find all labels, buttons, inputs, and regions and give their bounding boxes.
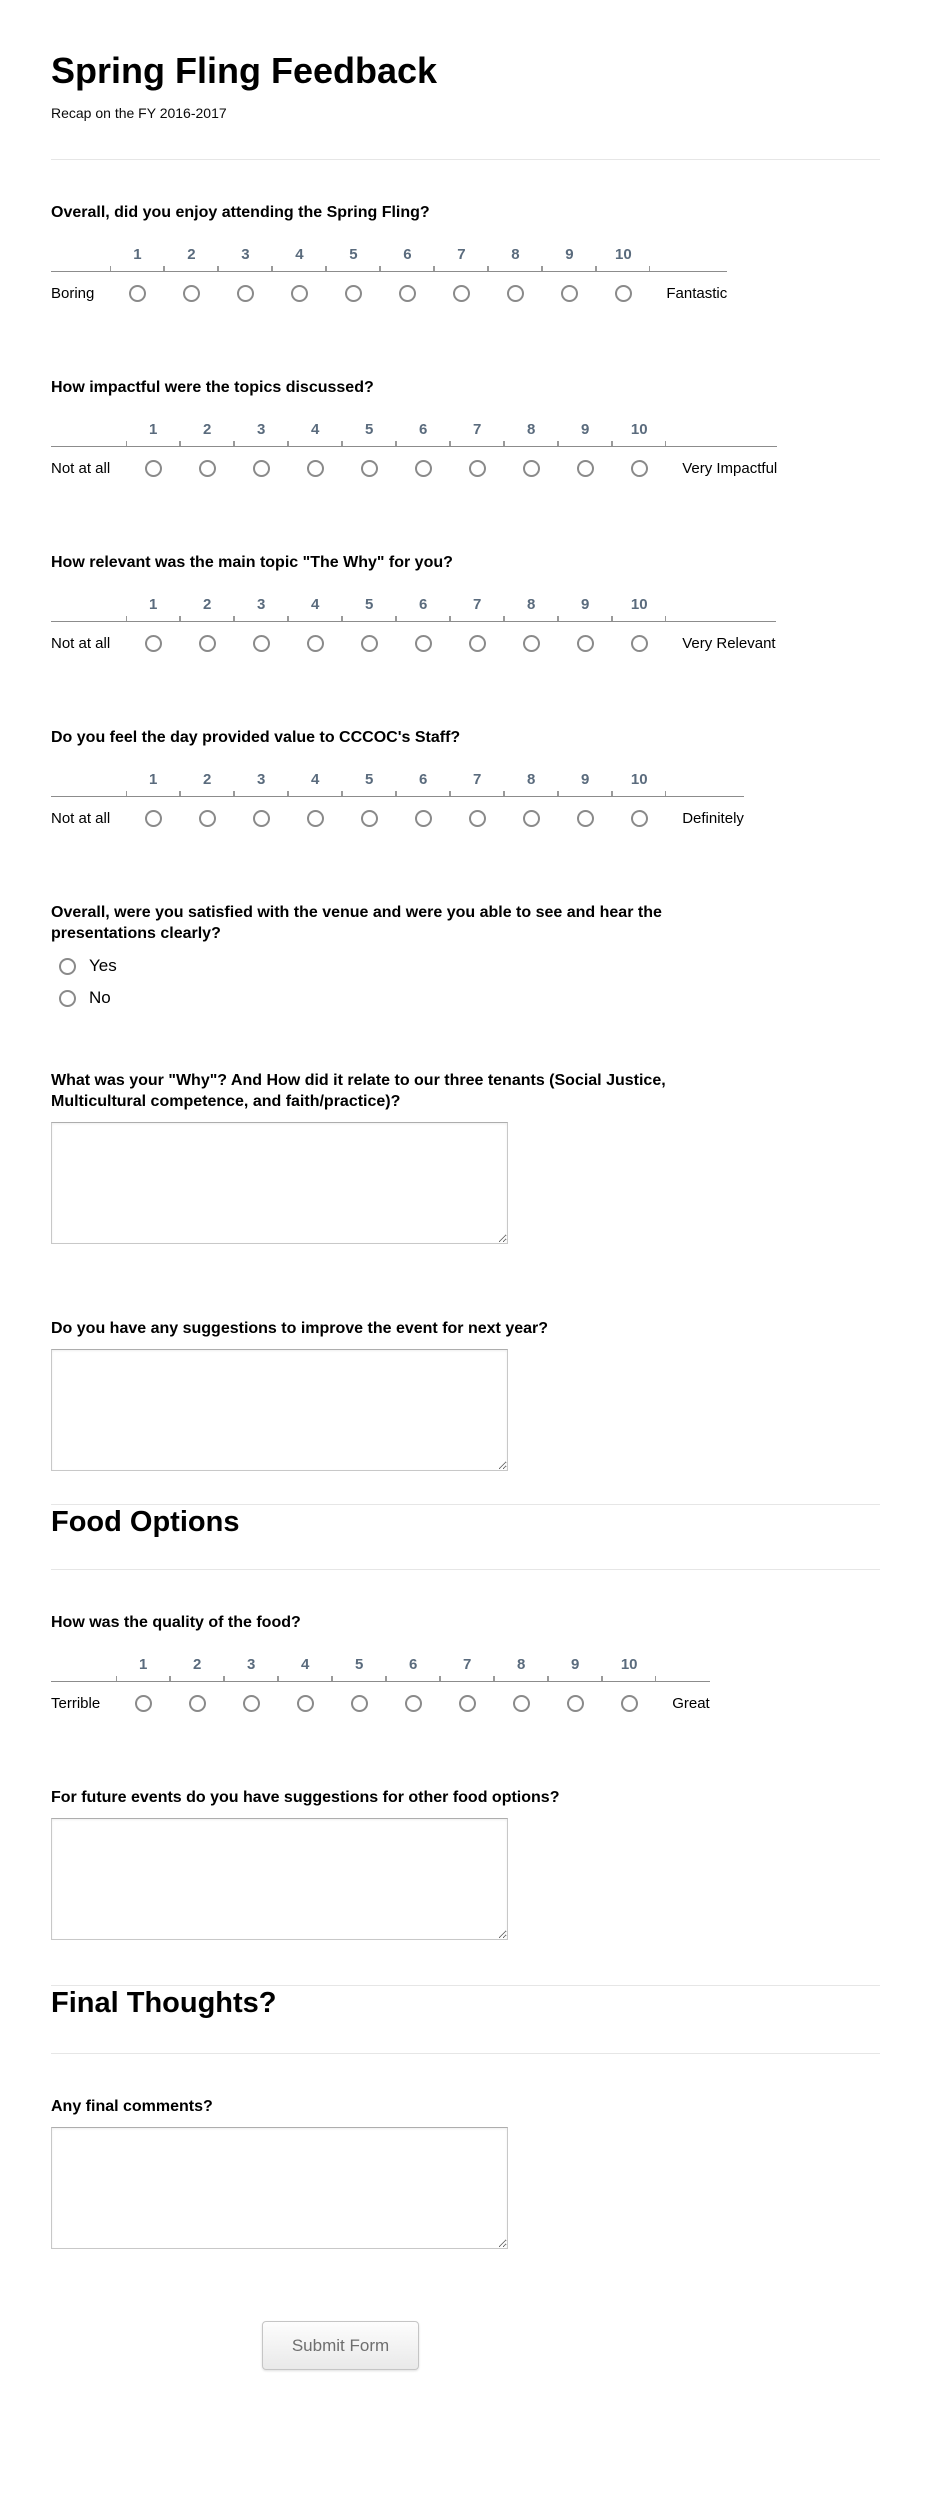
scale-number: 4 xyxy=(288,770,342,797)
question-value-to-staff xyxy=(51,727,880,828)
scale-widget xyxy=(51,420,777,478)
question-label: How impactful were the topics discussed? xyxy=(51,379,374,396)
submit-button[interactable]: Submit Form xyxy=(262,2321,419,2370)
question-label: Do you feel the day provided value to CCCOC's Staff? xyxy=(51,729,461,746)
scale-left-label: Terrible xyxy=(51,1695,101,1712)
scale-number: 4 xyxy=(288,595,342,622)
question-enjoy-spring-fling xyxy=(51,202,880,303)
section-divider xyxy=(51,1569,880,1570)
scale-radio[interactable] xyxy=(237,285,254,302)
question-topic-relevant xyxy=(51,552,880,653)
scale-number: 2 xyxy=(180,770,234,797)
scale-number: 8 xyxy=(504,420,558,447)
scale-radio[interactable] xyxy=(523,460,540,477)
question-topics-impactful xyxy=(51,377,880,478)
final-comments-textarea[interactable] xyxy=(51,2127,508,2249)
scale-radio[interactable] xyxy=(297,1695,314,1712)
scale-radio[interactable] xyxy=(453,285,470,302)
question-final-comments xyxy=(51,2096,880,2249)
scale-radio-row xyxy=(51,622,776,654)
radio-option-no xyxy=(59,986,880,1010)
scale-widget xyxy=(51,595,776,653)
scale-radio[interactable] xyxy=(523,635,540,652)
scale-number: 1 xyxy=(126,770,180,797)
question-label: For future events do you have suggestions for other food options? xyxy=(51,1789,560,1806)
scale-radio[interactable] xyxy=(291,285,308,302)
scale-number: 6 xyxy=(396,420,450,447)
scale-number: 10 xyxy=(596,245,650,272)
yes-radio[interactable] xyxy=(59,958,76,975)
scale-number: 1 xyxy=(126,595,180,622)
scale-radio[interactable] xyxy=(135,1695,152,1712)
scale-number-row xyxy=(51,770,744,797)
scale-number: 1 xyxy=(116,1655,170,1682)
scale-number: 3 xyxy=(234,595,288,622)
scale-radio[interactable] xyxy=(523,810,540,827)
scale-radio[interactable] xyxy=(361,460,378,477)
scale-radio[interactable] xyxy=(631,635,648,652)
scale-radio[interactable] xyxy=(243,1695,260,1712)
scale-right-label: Definitely xyxy=(682,810,744,827)
scale-number: 8 xyxy=(494,1655,548,1682)
section-heading-final-thoughts: Final Thoughts? xyxy=(51,1987,277,2019)
suggestions-textarea[interactable] xyxy=(51,1349,508,1471)
scale-radio[interactable] xyxy=(307,460,324,477)
scale-radio[interactable] xyxy=(469,460,486,477)
scale-number: 7 xyxy=(434,245,488,272)
scale-radio[interactable] xyxy=(615,285,632,302)
scale-number: 5 xyxy=(342,595,396,622)
scale-radio[interactable] xyxy=(361,635,378,652)
scale-number: 5 xyxy=(342,420,396,447)
scale-left-label: Not at all xyxy=(51,460,111,477)
scale-right-label: Great xyxy=(672,1695,710,1712)
scale-number: 5 xyxy=(332,1655,386,1682)
scale-number: 7 xyxy=(450,595,504,622)
scale-radio[interactable] xyxy=(361,810,378,827)
scale-left-label: Boring xyxy=(51,285,95,302)
scale-radio[interactable] xyxy=(145,460,162,477)
question-venue-satisfied xyxy=(51,902,880,1010)
scale-radio-row xyxy=(51,1682,710,1714)
scale-number: 7 xyxy=(450,770,504,797)
question-label: Overall, did you enjoy attending the Spring Fling? xyxy=(51,204,430,221)
scale-radio[interactable] xyxy=(345,285,362,302)
scale-number-row xyxy=(51,245,727,272)
scale-number: 3 xyxy=(234,770,288,797)
scale-number: 9 xyxy=(558,770,612,797)
question-label: Overall, were you satisfied with the venue and were you able to see and hear the presentations clearly? xyxy=(51,904,662,942)
scale-number-row xyxy=(51,595,776,622)
scale-number: 4 xyxy=(272,245,326,272)
scale-widget xyxy=(51,770,744,828)
scale-number: 2 xyxy=(164,245,218,272)
scale-number: 9 xyxy=(548,1655,602,1682)
scale-number: 10 xyxy=(612,770,666,797)
scale-radio[interactable] xyxy=(459,1695,476,1712)
scale-radio[interactable] xyxy=(145,810,162,827)
scale-left-label: Not at all xyxy=(51,635,111,652)
scale-radio[interactable] xyxy=(561,285,578,302)
section-divider xyxy=(51,2053,880,2054)
scale-radio[interactable] xyxy=(129,285,146,302)
scale-radio[interactable] xyxy=(415,810,432,827)
scale-number: 9 xyxy=(542,245,596,272)
question-food-quality xyxy=(51,1612,880,1713)
no-radio[interactable] xyxy=(59,990,76,1007)
question-food-suggestions xyxy=(51,1787,880,1940)
scale-radio[interactable] xyxy=(513,1695,530,1712)
scale-widget xyxy=(51,1655,710,1713)
scale-number: 10 xyxy=(612,420,666,447)
scale-radio[interactable] xyxy=(307,635,324,652)
scale-radio[interactable] xyxy=(399,285,416,302)
section-heading-food-options: Food Options xyxy=(51,1506,240,1538)
question-suggestions-next-year xyxy=(51,1318,880,1471)
scale-number: 2 xyxy=(170,1655,224,1682)
food-suggestions-textarea[interactable] xyxy=(51,1818,508,1940)
scale-number: 6 xyxy=(380,245,434,272)
radio-option-label: No xyxy=(89,988,111,1007)
scale-number: 1 xyxy=(110,245,164,272)
scale-number-row xyxy=(51,1655,710,1682)
scale-right-label: Very Impactful xyxy=(682,460,778,477)
scale-radio[interactable] xyxy=(405,1695,422,1712)
radio-option-yes xyxy=(59,954,880,978)
scale-number: 9 xyxy=(558,595,612,622)
scale-radio[interactable] xyxy=(189,1695,206,1712)
scale-number: 7 xyxy=(450,420,504,447)
scale-number: 6 xyxy=(396,770,450,797)
scale-right-label: Very Relevant xyxy=(682,635,776,652)
radio-option-label: Yes xyxy=(89,956,117,975)
scale-widget xyxy=(51,245,727,303)
scale-number: 2 xyxy=(180,420,234,447)
scale-number: 9 xyxy=(558,420,612,447)
scale-radio[interactable] xyxy=(415,460,432,477)
scale-radio[interactable] xyxy=(199,635,216,652)
scale-radio[interactable] xyxy=(351,1695,368,1712)
scale-number: 5 xyxy=(326,245,380,272)
scale-radio[interactable] xyxy=(631,460,648,477)
question-label: Do you have any suggestions to improve the event for next year? xyxy=(51,1320,549,1337)
scale-right-label: Fantastic xyxy=(666,285,728,302)
question-label: Any final comments? xyxy=(51,2098,213,2115)
scale-radio[interactable] xyxy=(199,460,216,477)
scale-number: 10 xyxy=(602,1655,656,1682)
question-your-why xyxy=(51,1070,880,1244)
scale-number: 5 xyxy=(342,770,396,797)
scale-radio[interactable] xyxy=(621,1695,638,1712)
scale-number: 8 xyxy=(504,770,558,797)
your-why-textarea[interactable] xyxy=(51,1122,508,1244)
scale-radio[interactable] xyxy=(253,460,270,477)
scale-number: 8 xyxy=(504,595,558,622)
submit-row xyxy=(51,2321,880,2370)
scale-radio-row xyxy=(51,447,777,479)
scale-radio[interactable] xyxy=(469,635,486,652)
scale-number: 4 xyxy=(288,420,342,447)
scale-number: 7 xyxy=(440,1655,494,1682)
scale-number: 3 xyxy=(234,420,288,447)
scale-number: 2 xyxy=(180,595,234,622)
scale-number: 4 xyxy=(278,1655,332,1682)
question-label: How was the quality of the food? xyxy=(51,1614,301,1631)
scale-radio-row xyxy=(51,272,727,304)
scale-radio[interactable] xyxy=(577,635,594,652)
scale-number: 6 xyxy=(386,1655,440,1682)
scale-number: 8 xyxy=(488,245,542,272)
scale-radio[interactable] xyxy=(145,635,162,652)
scale-radio[interactable] xyxy=(253,810,270,827)
form-subtitle: Recap on the FY 2016-2017 xyxy=(51,105,227,121)
scale-radio[interactable] xyxy=(199,810,216,827)
question-label: How relevant was the main topic "The Why" for you? xyxy=(51,554,453,571)
scale-radio[interactable] xyxy=(469,810,486,827)
scale-radio[interactable] xyxy=(307,810,324,827)
scale-number: 3 xyxy=(218,245,272,272)
question-label: What was your "Why"? And How did it relate to our three tenants (Social Justice, Multicultural competence, and faith/practice)? xyxy=(51,1072,666,1110)
scale-number: 10 xyxy=(612,595,666,622)
scale-number: 3 xyxy=(224,1655,278,1682)
scale-radio[interactable] xyxy=(631,810,648,827)
scale-radio[interactable] xyxy=(253,635,270,652)
scale-radio[interactable] xyxy=(567,1695,584,1712)
section-divider xyxy=(51,159,880,160)
scale-number: 6 xyxy=(396,595,450,622)
scale-radio[interactable] xyxy=(577,460,594,477)
scale-radio[interactable] xyxy=(577,810,594,827)
scale-radio[interactable] xyxy=(415,635,432,652)
scale-left-label: Not at all xyxy=(51,810,111,827)
scale-radio[interactable] xyxy=(183,285,200,302)
scale-radio[interactable] xyxy=(507,285,524,302)
scale-number: 1 xyxy=(126,420,180,447)
scale-number-row xyxy=(51,420,777,447)
form-title: Spring Fling Feedback xyxy=(51,50,438,91)
scale-radio-row xyxy=(51,797,744,829)
radio-option-list xyxy=(51,954,880,1010)
